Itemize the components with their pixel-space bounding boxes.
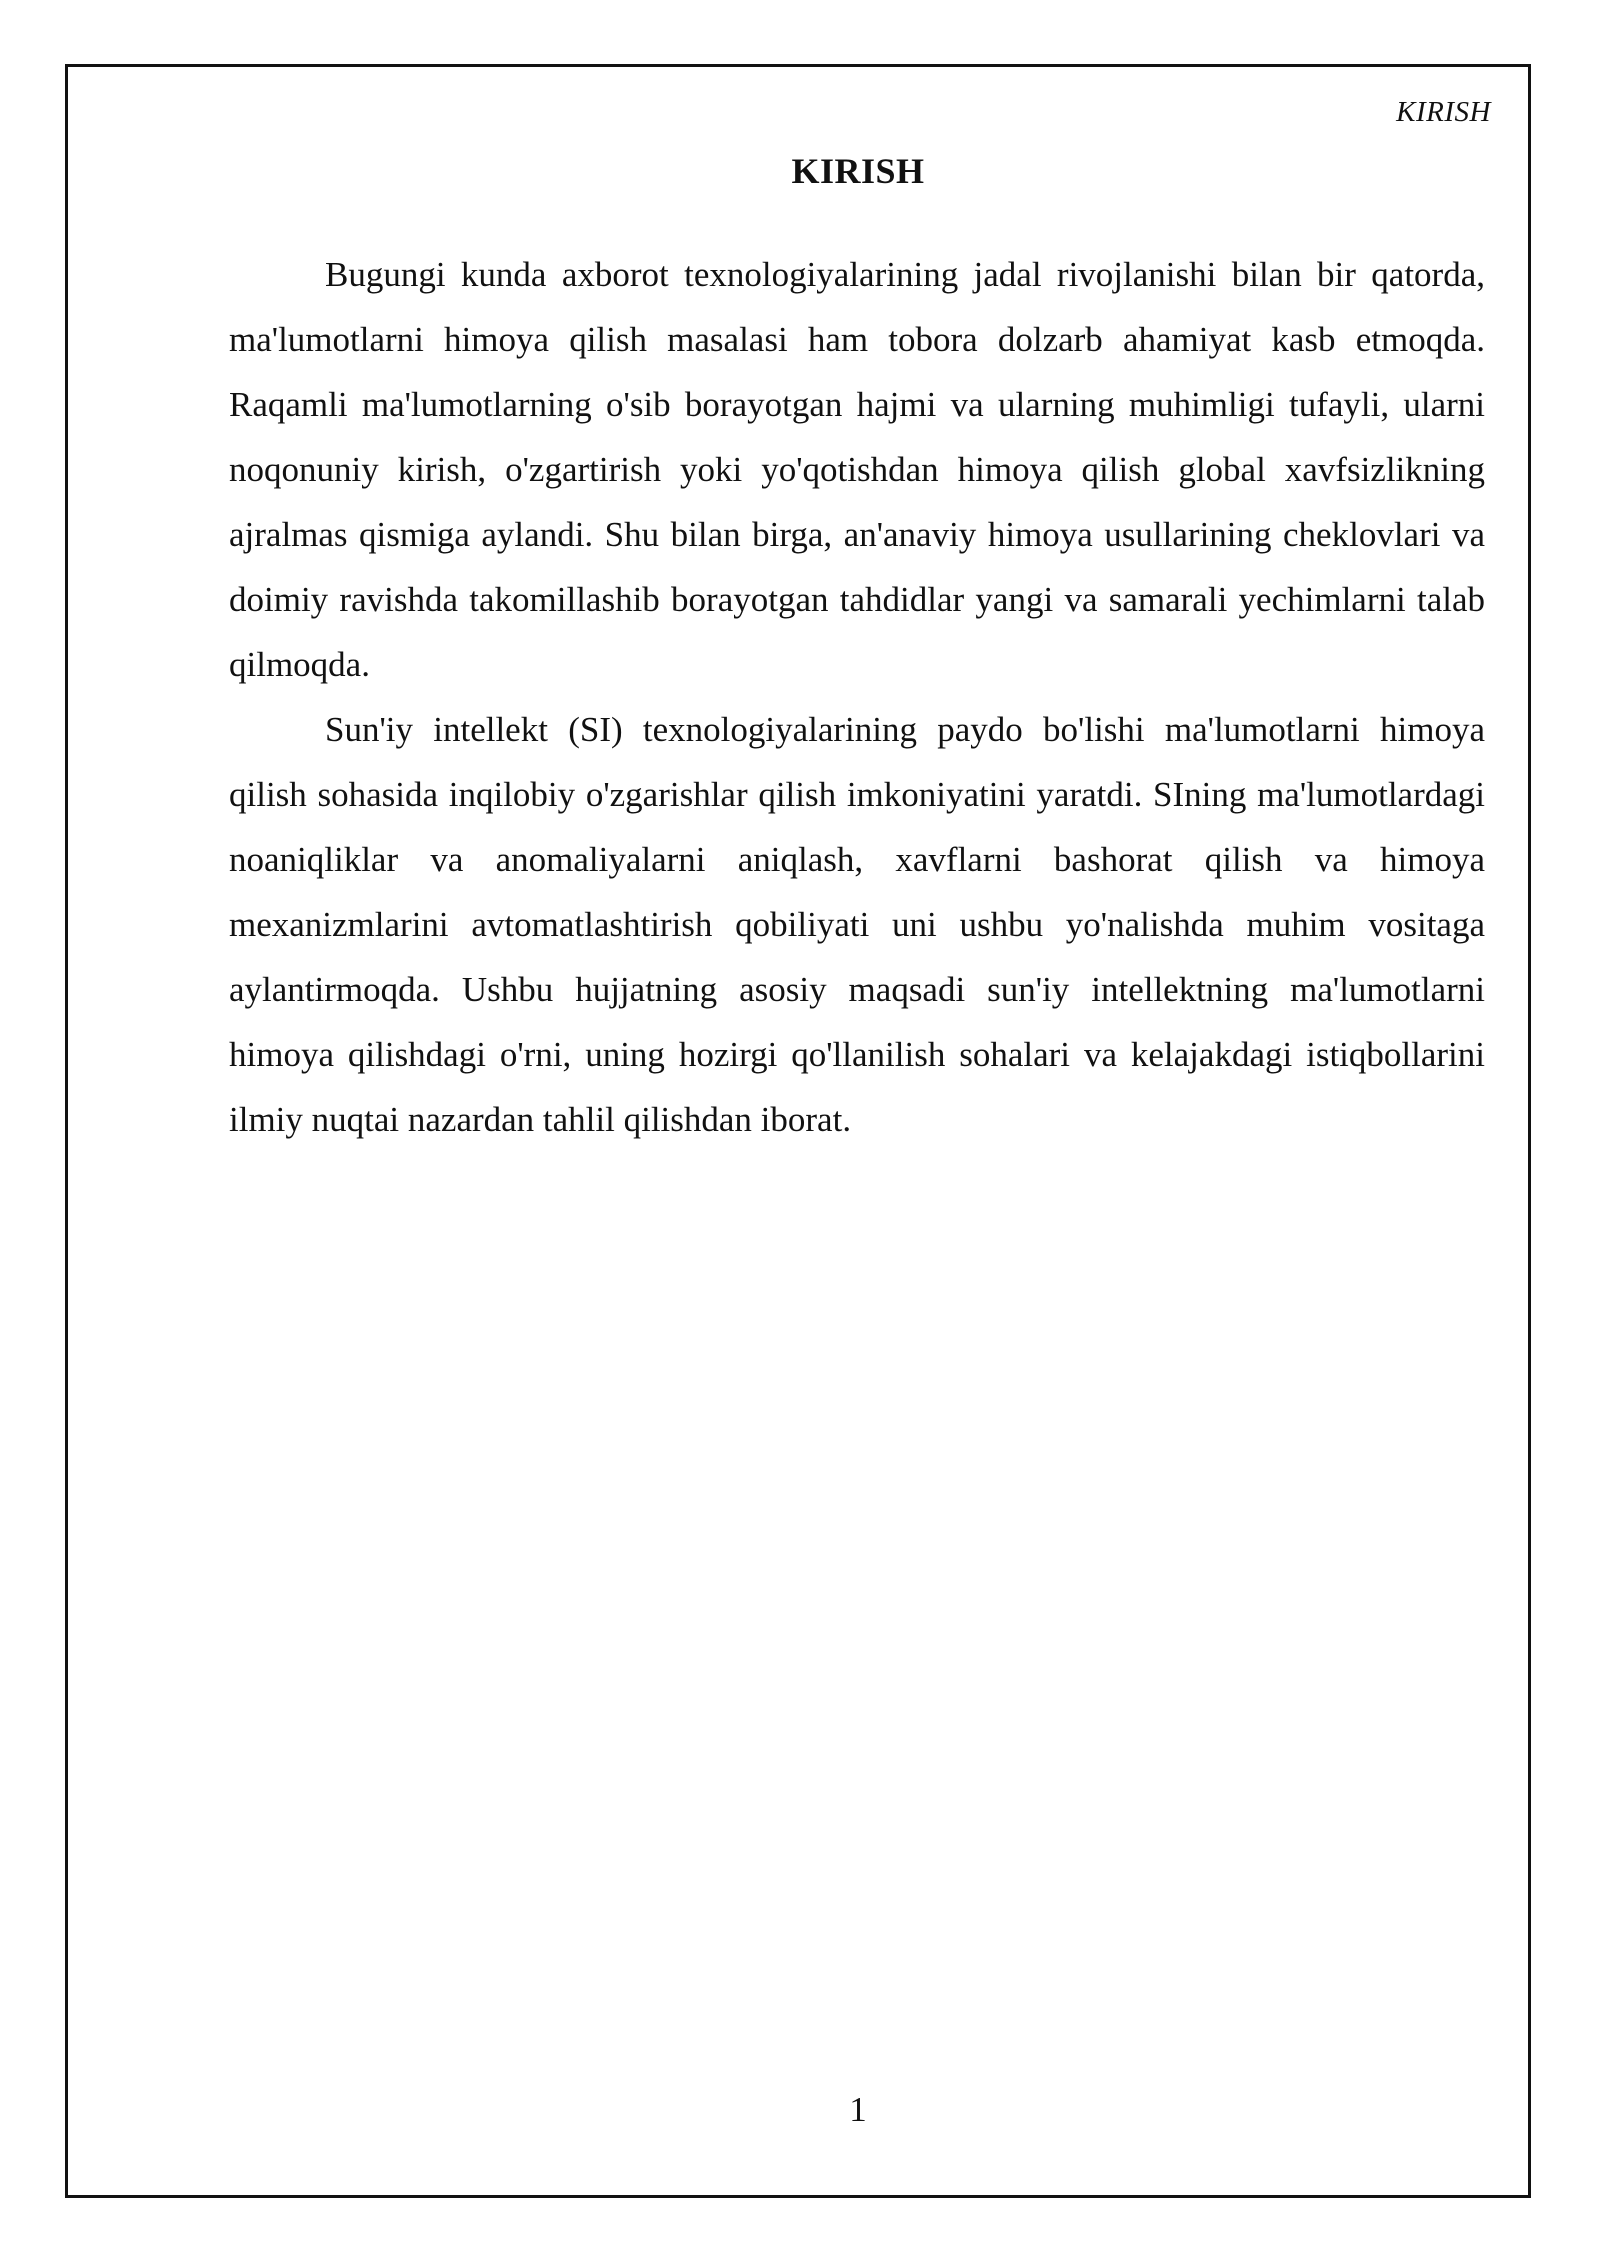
page-number: 1 <box>849 2090 867 2129</box>
paragraph-2: Sun'iy intellekt (SI) texnologiyalarining paydo bo'lishi ma'lumotlarni himoya qilish sohasida inqilobiy o'zgarishlar qilish imkoniyatini yaratdi. SIning ma'lumotlardagi noaniqliklar va anomaliyalarni aniqlash, xavflarni bashorat qilish va himoya mexanizmlarini avtomatlashtirish qobiliyati uni ushbu yo'nalishda muhim vositaga aylantirmoqda. Ushbu hujjatning asosiy maqsadi sun'iy intellektning ma'lumotlarni himoya qilishdagi o'rni, uning hozirgi qo'llanilish sohalari va kelajakdagi istiqbollarini ilmiy nuqtai nazardan tahlil qilishdan iborat. <box>229 710 1485 1139</box>
running-header: KIRISH <box>1396 96 1491 128</box>
paragraph-1: Bugungi kunda axborot texnologiyalarining jadal rivojlanishi bilan bir qatorda, ma'lumotlarni himoya qilish masalasi ham tobora dolzarb ahamiyat kasb etmoqda. Raqamli ma'lumotlarning o'sib borayotgan hajmi va ularning muhimligi tufayli, ularni noqonuniy kirish, o'zgartirish yoki yo'qotishdan himoya qilish global xavfsizlikning ajralmas qismiga aylandi. Shu bilan birga, an'anaviy himoya usullarining cheklovlari va doimiy ravishda takomillashib borayotgan tahdidlar yangi va samarali yechimlarni talab qilmoqda. <box>229 255 1485 684</box>
body-text <box>229 242 1485 1152</box>
page-title: KIRISH <box>791 151 925 191</box>
